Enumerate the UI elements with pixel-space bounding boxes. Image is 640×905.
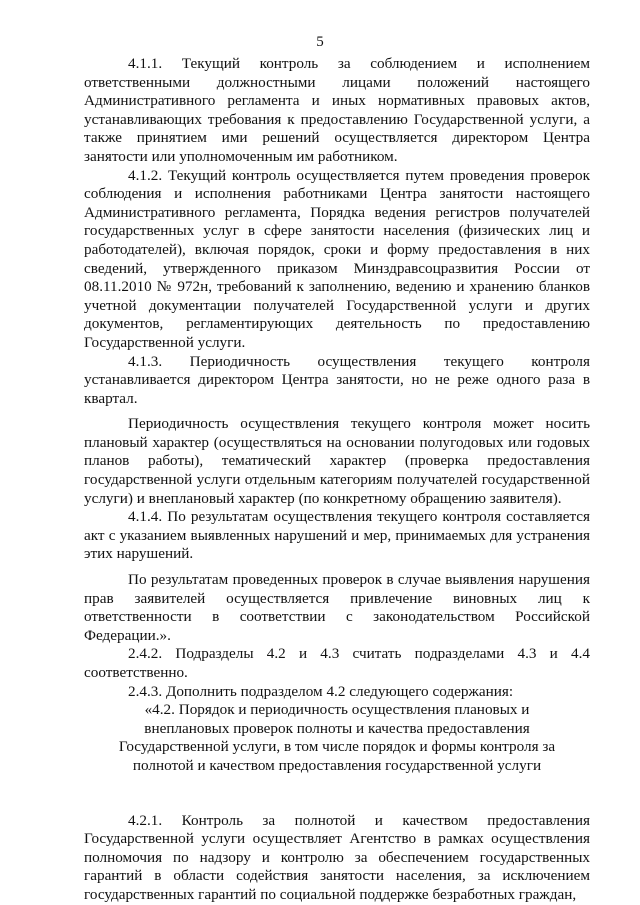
heading-line: внеплановых проверок полноты и качества предоставления — [144, 719, 530, 737]
page-number: 5 — [316, 34, 324, 50]
paragraph-2-4-3: 2.4.3. Дополнить подразделом 4.2 следующего содержания: — [128, 682, 514, 700]
section-heading-4-2 — [84, 701, 590, 775]
document-body — [84, 55, 590, 905]
paragraph-4-1-2: 4.1.2. Текущий контроль осуществляется путем проведения проверок соблюдения и исполнения работниками Центра занятости настоящего Административного регламента, Порядка ведения регистров получателей государственных услуг в сфере занятости населения (физических лиц и работодателей), включая порядок, сроки и форму предоставления в них сведений, утвержденного приказом Минздравсоцразвития России от 08.11.2010 № 972н, требований к заполнению, ведению и хранению бланков учетной документации получателей Государственной услуги и других документов, регламентирующих деятельность по предоставлению Государственной услуги. — [84, 166, 590, 351]
spacer — [84, 408, 590, 415]
heading-line: полнотой и качеством предоставления государственной услуги — [132, 756, 542, 774]
paragraph-2-4-2: 2.4.2. Подразделы 4.2 и 4.3 считать подразделами 4.3 и 4.4 соответственно. — [84, 645, 590, 681]
heading-line: Государственной услуги, в том числе порядок и формы контроля за — [118, 738, 556, 756]
paragraph-violations: По результатам проведенных проверок в случае выявления нарушения прав заявителей осуществляется привлечение виновных лиц к ответственности в соответствии с законодательством Российской Федерации.». — [84, 571, 590, 644]
paragraph-4-2-1: 4.2.1. Контроль за полнотой и качеством предоставления Государственной услуги осуществляет Агентство в рамках осуществления полномочия по надзору и контролю за обеспечением государственных гарантий в области содействия занятости населения, за исключением государственных гарантий по социальной поддержке безработных граждан, — [84, 811, 590, 903]
spacer — [84, 564, 590, 571]
paragraph-4-1-1: 4.1.1. Текущий контроль за соблюдением и исполнением ответственными должностными лицами положений настоящего Административного регламента и иных нормативных правовых актов, устанавливающих требования к предоставлению Государственной услуги, а также принятием ими решений осуществляется директором Центра занятости или уполномоченным им работником. — [84, 55, 590, 165]
paragraph-periodicity: Периодичность осуществления текущего контроля может носить плановый характер (осуществляться на основании полугодовых или годовых планов работы), тематический характер (проверка предоставления государственной услуги отдельным категориям получателей государственной услуги) и внеплановый характер (по конкретному обращению заявителя). — [84, 415, 590, 507]
spacer — [84, 776, 590, 812]
paragraph-4-1-3: 4.1.3. Периодичность осуществления текущего контроля устанавливается директором Центра занятости, но не реже одного раза в квартал. — [84, 352, 590, 407]
heading-line: «4.2. Порядок и периодичность осуществления плановых и — [144, 701, 530, 719]
paragraph-4-1-4: 4.1.4. По результатам осуществления текущего контроля составляется акт с указанием выявленных нарушений и мер, принимаемых для устранения этих нарушений. — [84, 508, 590, 563]
